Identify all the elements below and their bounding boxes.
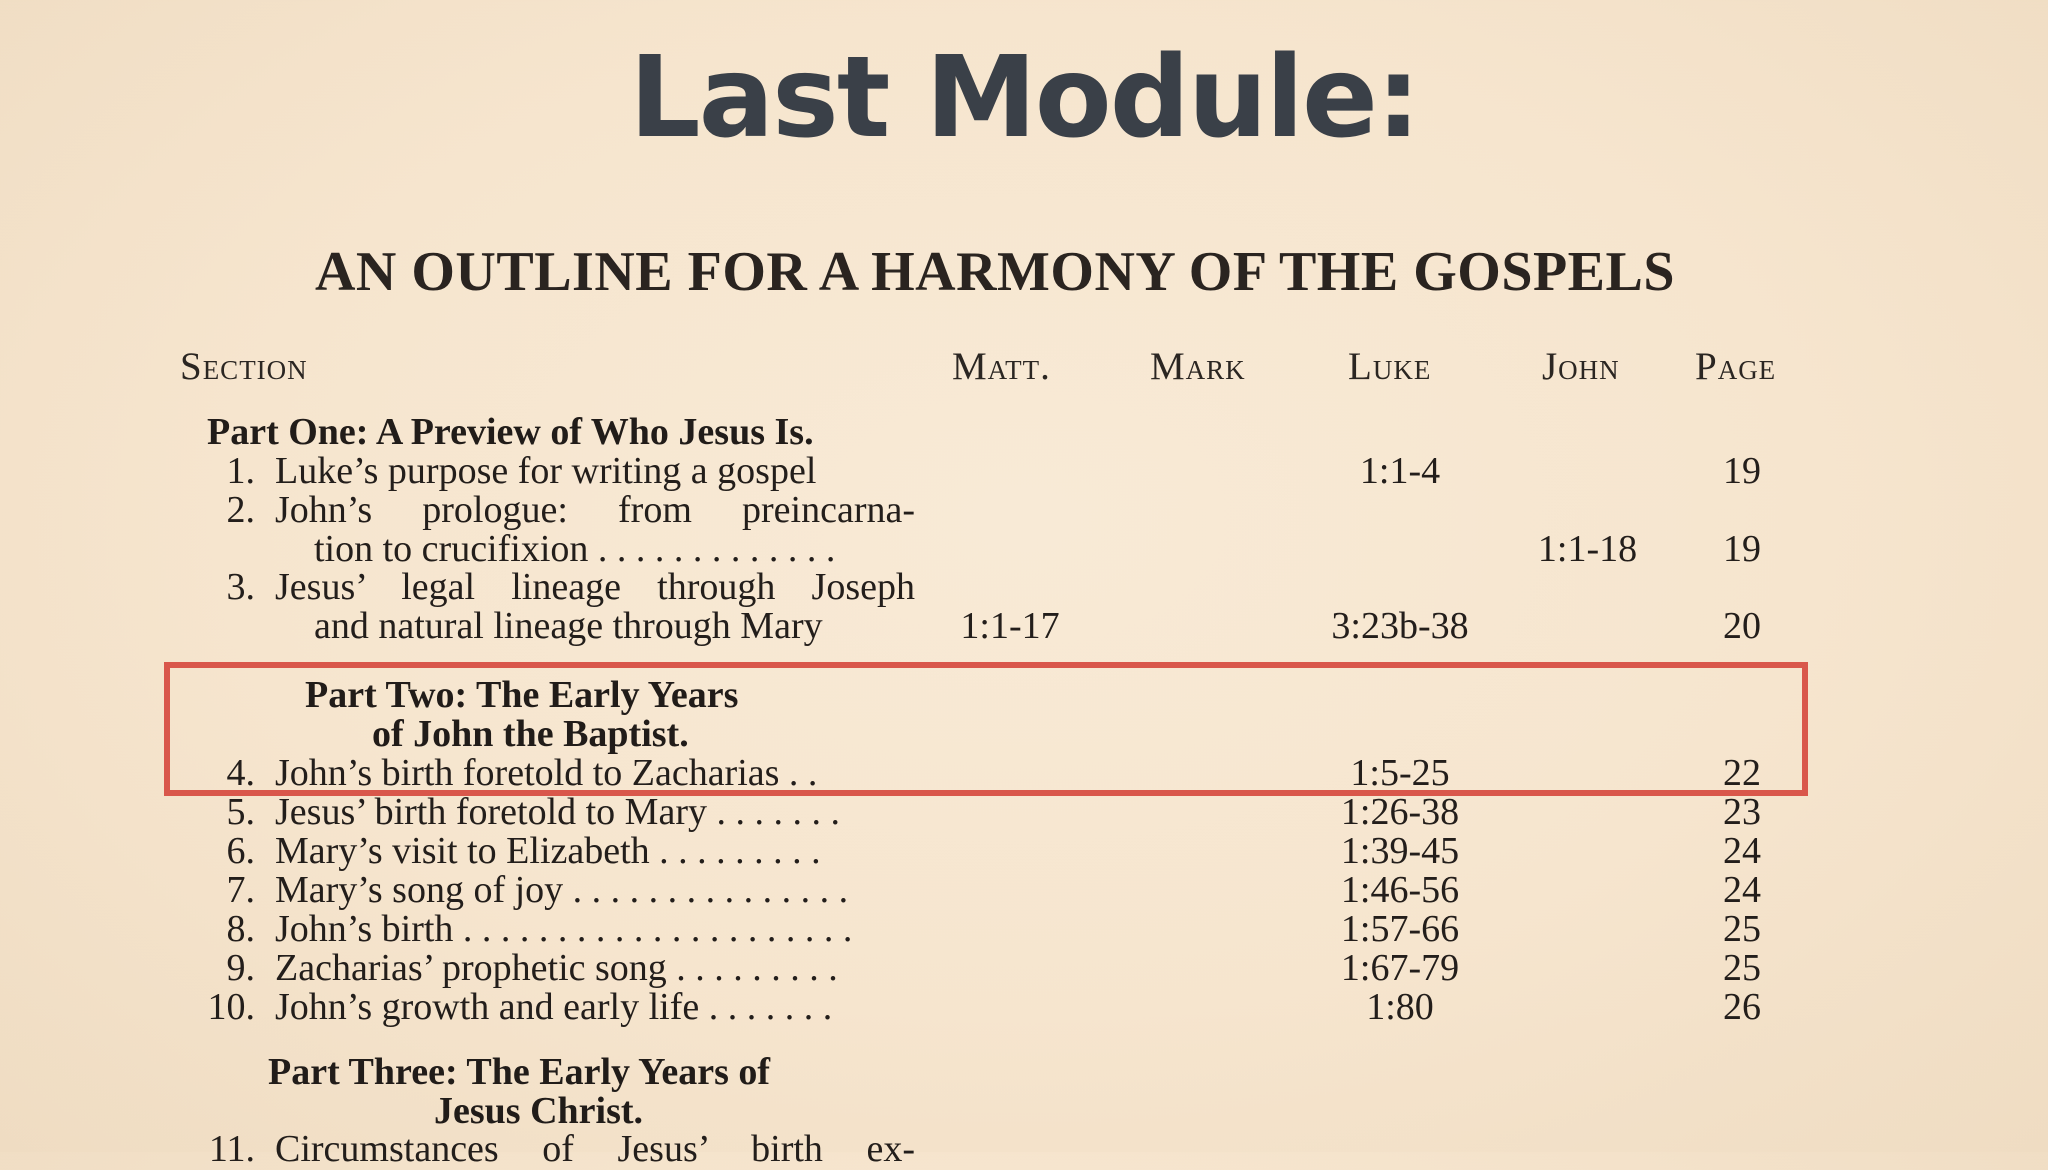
entry-luke-ref: 1:80 [1366,986,1434,1028]
entry-luke-ref: 1:57-66 [1340,908,1460,950]
entry-luke-ref: 1:67-79 [1340,947,1460,989]
entry-number: 6. [226,830,255,872]
outline-entry [0,568,2048,607]
entry-page: 22 [1723,752,1761,794]
entry-title: Jesus’ legal lineage through Joseph [275,568,915,607]
entry-number: 7. [226,869,255,911]
entry-number: 9. [226,947,255,989]
entry-title: John’s birth . . . . . . . . . . . . . . . . . . . . . [275,910,853,949]
entry-luke-ref: 1:5-25 [1350,752,1450,794]
entry-luke-ref: 1:26-38 [1340,791,1460,833]
entry-number: 8. [226,908,255,950]
entry-page: 25 [1723,947,1761,989]
entry-luke-ref: 3:23b-38 [1331,605,1469,647]
column-header-section: Section [180,345,308,388]
entry-page: 24 [1723,869,1761,911]
entry-john-ref: 1:1-18 [1537,528,1638,570]
entry-page: 24 [1723,830,1761,872]
entry-title: John’s growth and early life . . . . . . . [275,988,833,1027]
outline-entry [0,832,2048,871]
outline-entry [0,452,2048,491]
entry-page: 19 [1723,528,1761,570]
column-header-page: Page [1695,345,1777,388]
entry-number: 5. [226,791,255,833]
entry-title: Luke’s purpose for writing a gospel [275,452,817,491]
outline-entry [0,793,2048,832]
entry-title: Mary’s visit to Elizabeth . . . . . . . . . [275,832,821,871]
outline-entry [0,949,2048,988]
part-two-heading-line2: of John the Baptist. [372,713,689,755]
outline-entry-continuation [0,530,2048,569]
entry-luke-ref: 1:1-4 [1359,450,1441,492]
outline-entry [0,1130,2048,1169]
document-heading: AN OUTLINE FOR A HARMONY OF THE GOSPELS [314,241,1676,303]
part-one-heading: Part One: A Preview of Who Jesus Is. [207,411,814,453]
entry-page: 26 [1723,986,1761,1028]
outline-entry-continuation [0,607,2048,646]
entry-luke-ref: 1:46-56 [1340,869,1460,911]
slide-title: Last Module: [629,33,1419,163]
entry-title: Zacharias’ prophetic song . . . . . . . . . [275,949,838,988]
column-header-luke: Luke [1348,345,1432,388]
entry-number: 11. [208,1128,255,1170]
part-three-heading-line2: Jesus Christ. [434,1090,644,1132]
entry-number: 4. [226,752,255,794]
entry-number: 1. [226,450,255,492]
entry-number: 3. [226,566,255,608]
entry-title-continued: tion to crucifixion . . . . . . . . . . . . . [314,530,836,569]
column-header-john: John [1542,345,1620,388]
part-two-heading-line1: Part Two: The Early Years [305,674,739,716]
outline-entry [0,871,2048,910]
entry-title-continued: and natural lineage through Mary [314,607,823,646]
entry-page: 20 [1723,605,1761,647]
entry-number: 2. [226,489,255,531]
column-header-mark: Mark [1150,345,1246,388]
entry-luke-ref: 1:39-45 [1340,830,1460,872]
outline-entry [0,910,2048,949]
entry-matt-ref: 1:1-17 [960,605,1060,647]
entry-title: John’s prologue: from preincarna- [275,491,915,530]
entry-page: 25 [1723,908,1761,950]
column-header-matt: Matt. [952,345,1051,388]
outline-entry [0,491,2048,530]
part-three-heading-line1: Part Three: The Early Years of [268,1051,771,1093]
entry-page: 23 [1723,791,1761,833]
entry-page: 19 [1723,450,1761,492]
outline-entry [0,988,2048,1027]
entry-title: Mary’s song of joy . . . . . . . . . . . . . . . [275,871,849,910]
highlight-box [164,662,1808,796]
entry-title: John’s birth foretold to Zacharias . . [275,754,818,793]
entry-title: Circumstances of Jesus’ birth ex- [275,1130,915,1169]
entry-title: Jesus’ birth foretold to Mary . . . . . . . [275,793,840,832]
entry-number: 10. [207,986,255,1028]
